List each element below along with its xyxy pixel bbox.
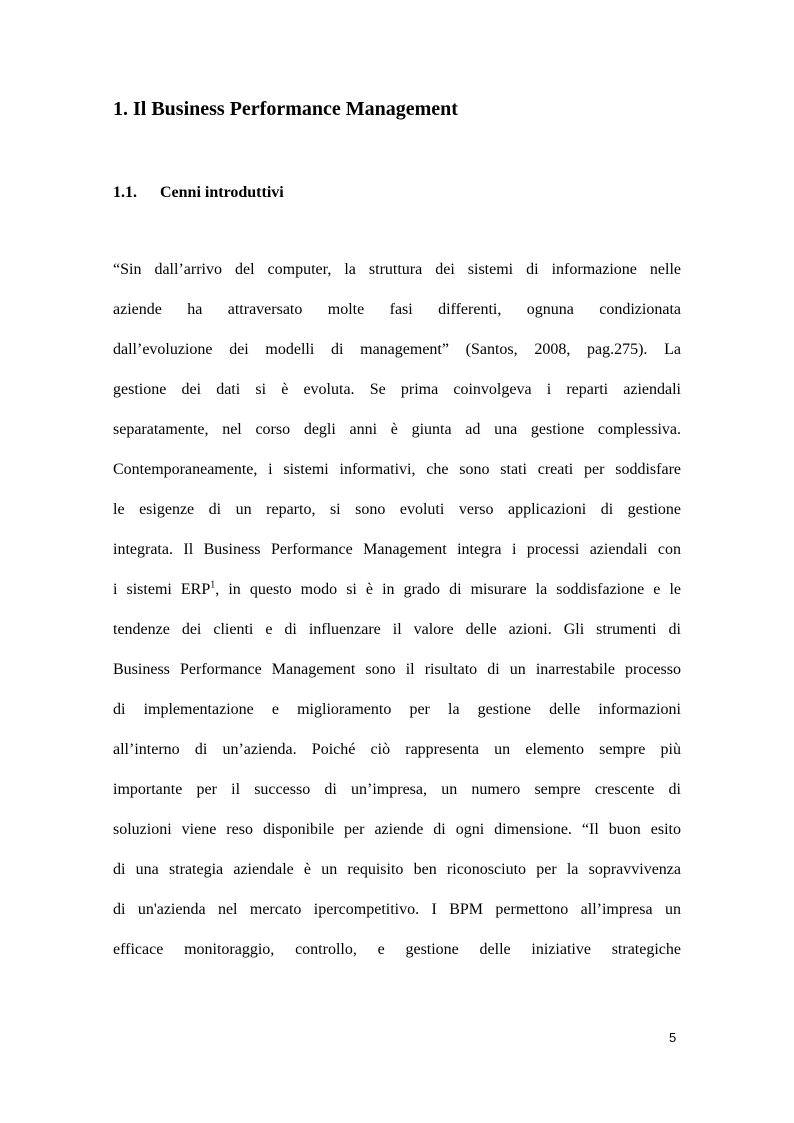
- paragraph-line: separatamente, nel corso degli anni è giunta ad una gestione complessiva.: [113, 421, 681, 438]
- paragraph-line: di una strategia aziendale è un requisito ben riconosciuto per la sopravvivenza: [113, 861, 681, 878]
- footnote-marker[interactable]: 1: [210, 579, 216, 591]
- paragraph-line: all’interno di un’azienda. Poiché ciò rappresenta un elemento sempre più: [113, 741, 681, 758]
- section-title: Cenni introduttivi: [160, 184, 284, 201]
- body-paragraph: [113, 258, 681, 978]
- paragraph-line: importante per il successo di un’impresa, un numero sempre crescente di: [113, 781, 681, 798]
- paragraph-line: le esigenze di un reparto, si sono evoluti verso applicazioni di gestione: [113, 501, 681, 518]
- paragraph-line: di un'azienda nel mercato ipercompetitivo. I BPM permettono all’impresa un: [113, 901, 681, 918]
- paragraph-line: aziende ha attraversato molte fasi differenti, ognuna condizionata: [113, 301, 681, 318]
- paragraph-line: Business Performance Management sono il risultato di un inarrestabile processo: [113, 661, 681, 678]
- paragraph-line: Contemporaneamente, i sistemi informativi, che sono stati creati per soddisfare: [113, 461, 681, 478]
- line-text-before-footnote: i sistemi ERP: [113, 581, 211, 598]
- paragraph-line: soluzioni viene reso disponibile per aziende di ogni dimensione. “Il buon esito: [113, 821, 681, 838]
- section-heading: [113, 182, 284, 204]
- paragraph-line: tendenze dei clienti e di influenzare il valore delle azioni. Gli strumenti di: [113, 621, 681, 638]
- paragraph-line: “Sin dall’arrivo del computer, la struttura dei sistemi di informazione nelle: [113, 261, 681, 278]
- paragraph-line: efficace monitoraggio, controllo, e gestione delle iniziative strategiche: [113, 941, 681, 958]
- paragraph-line: dall’evoluzione dei modelli di management” (Santos, 2008, pag.275). La: [113, 341, 681, 358]
- paragraph-line: integrata. Il Business Performance Management integra i processi aziendali con: [113, 541, 681, 558]
- paragraph-line-footnote: [113, 578, 681, 618]
- section-number: 1.1.: [113, 184, 137, 201]
- line-text-after-footnote: , in questo modo si è in grado di misurare la soddisfazione e le: [215, 581, 682, 598]
- paragraph-line: gestione dei dati si è evoluta. Se prima coinvolgeva i reparti aziendali: [113, 381, 681, 398]
- page-number: 5: [669, 1030, 677, 1045]
- chapter-title: 1. Il Business Performance Management: [113, 98, 458, 120]
- paragraph-line: di implementazione e miglioramento per la gestione delle informazioni: [113, 701, 681, 718]
